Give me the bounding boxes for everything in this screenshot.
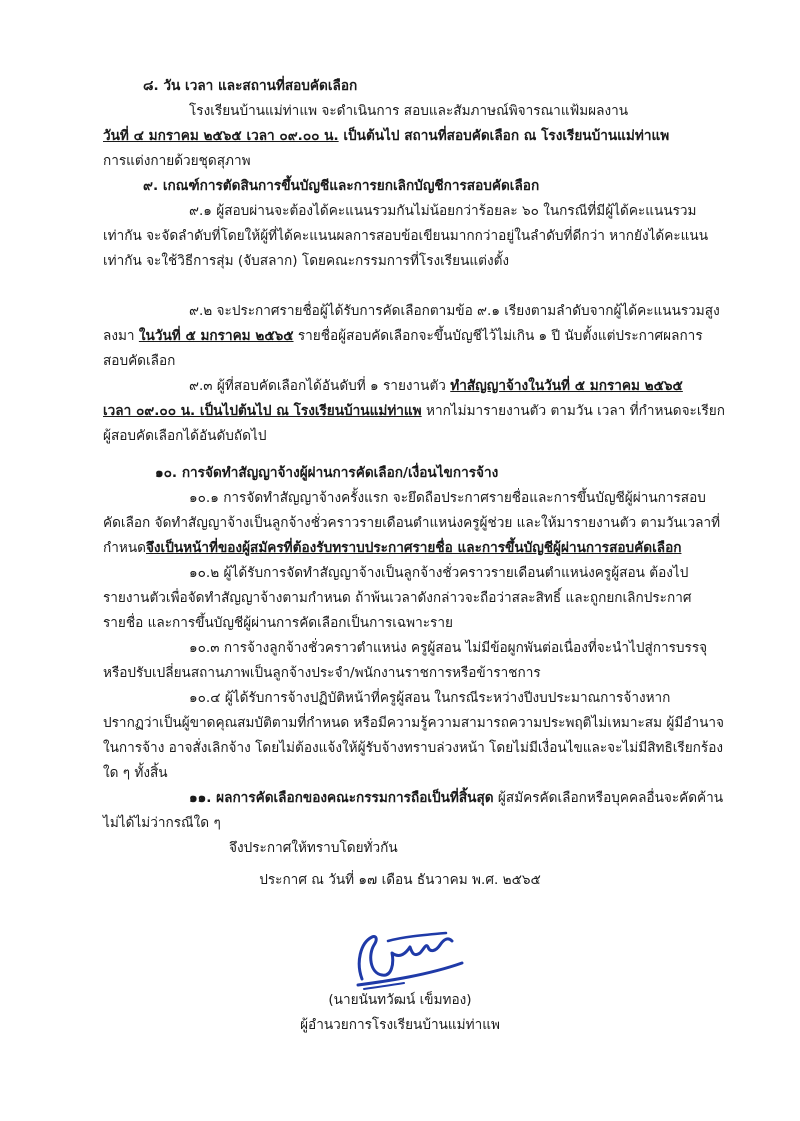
section-9-3-rest: หากไม่มารายงานตัว ตามวัน เวลา ที่กำหนดจะเรียก <box>421 403 725 419</box>
contract-time-place: เวลา ๐๙.๐๐ น. เป็นไปต้นไป ณ โรงเรียนบ้านแม่ท่าแพ <box>103 403 422 419</box>
signature-icon <box>348 923 468 993</box>
section-10-2-line-2: รายงานตัวเพื่อจัดทำสัญญาจ้างตามกำหนด ถ้าพ้นเวลาดังกล่าวจะถือว่าสละสิทธิ์ และถูกยกเลิกประกาศ <box>103 590 692 606</box>
section-11-line-1 <box>103 786 724 811</box>
section-11-line-2: ไม่ได้ไม่ว่ากรณีใด ๆ <box>103 815 221 831</box>
section-11-heading: ๑๑. ผลการคัดเลือกของคณะกรรมการถือเป็นที่สิ้นสุด <box>189 790 494 806</box>
section-11-rest: ผู้สมัครคัดเลือกหรือบุคคลอื่นจะคัดค้าน <box>493 790 724 806</box>
section-9-2-line-3: สอบคัดเลือก <box>103 353 176 369</box>
section-8-line-1: โรงเรียนบ้านแม่ท่าแพ จะดำเนินการ สอบและสัมภาษณ์พิจารณาแฟ้มผลงาน <box>189 103 629 119</box>
section-10-3-line-2: หรือปรับเปลี่ยนสถานภาพเป็นลูกจ้างประจำ/พนักงานราชการหรือข้าราชการ <box>103 665 541 681</box>
exam-date-time: วันที่ ๔ มกราคม ๒๕๖๕ เวลา ๐๙.๐๐ น. <box>103 128 339 144</box>
section-8-line-2 <box>103 124 703 149</box>
section-10-2-line-1: ๑๐.๒ ผู้ได้รับการจัดทำสัญญาจ้างเป็นลูกจ้างชั่วคราวรายเดือนตำแหน่งครูผู้สอน ต้องไป <box>189 565 689 581</box>
section-9-1-line-2: เท่ากัน จะจัดลำดับที่โดยให้ผู้ที่ได้คะแนนผลการสอบข้อเขียนมากกว่าอยู่ในลำดับที่ดีกว่า หากยังได้คะแนน <box>103 228 708 244</box>
spacer <box>103 449 703 461</box>
signer-title: ผู้อำนวยการโรงเรียนบ้านแม่ท่าแพ <box>300 1017 500 1033</box>
section-10-heading: ๑๐. การจัดทำสัญญาจ้างผู้ผ่านการคัดเลือก/เงื่อนไขการจ้าง <box>155 465 499 481</box>
section-10-1-line-2: คัดเลือก จัดทำสัญญาจ้างเป็นลูกจ้างชั่วคราวรายเดือนตำแหน่งครูผู้ช่วย และให้มารายงานตัว ตามวันเวลาที่ <box>103 515 721 531</box>
closing-statement: จึงประกาศให้ทราบโดยทั่วกัน <box>229 840 398 856</box>
section-10-4-line-4: ใด ๆ ทั้งสิ้น <box>103 765 168 781</box>
section-9-2-line-2 <box>103 324 703 349</box>
section-9-1-line-3: เท่ากัน จะใช้วิธีการสุ่ม (จับสลาก) โดยคณะกรรมการที่โรงเรียนแต่งตั้ง <box>103 253 510 269</box>
section-9-heading: ๙. เกณฑ์การตัดสินการขึ้นบัญชีและการยกเลิกบัญชีการสอบคัดเลือก <box>143 178 540 194</box>
section-9-3-line-2 <box>103 399 725 424</box>
document-body <box>103 74 725 861</box>
section-9-3-line-3: ผู้สอบคัดเลือกได้อันดับถัดไป <box>103 428 267 444</box>
applicant-duty: จึงเป็นหน้าที่ของผู้สมัครที่ต้องรับทราบประกาศรายชื่อ และการขึ้นบัญชีผู้ผ่านการสอบคัดเลือก <box>145 540 682 556</box>
section-10-2-line-3: รายชื่อ และการขึ้นบัญชีผู้ผ่านการคัดเลือกเป็นการเฉพาะราย <box>103 615 453 631</box>
spacer <box>103 274 703 299</box>
section-10-1-line-3 <box>103 536 703 561</box>
section-9-2-rest: รายชื่อผู้สอบคัดเลือกจะขึ้นบัญชีไว้ไม่เกิน ๑ ปี นับตั้งแต่ประกาศผลการ <box>293 328 703 344</box>
section-10-1-line-1: ๑๐.๑ การจัดทำสัญญาจ้างครั้งแรก จะยึดถือประกาศรายชื่อและการขึ้นบัญชีผู้ผ่านการสอบ <box>189 490 706 506</box>
section-8-heading: ๘. วัน เวลา และสถานที่สอบคัดเลือก <box>143 78 358 94</box>
section-10-4-line-2: ปรากฏว่าเป็นผู้ขาดคุณสมบัติตามที่กำหนด หรือมีความรู้ความสามารถความประพฤติไม่เหมาะสม ผู้มีอำนาจ <box>103 715 724 731</box>
signer-name: (นายนันทวัฒน์ เข็มทอง) <box>328 992 472 1008</box>
section-9-3-prefix: ๙.๓ ผู้ที่สอบคัดเลือกได้อันดับที่ ๑ รายงานตัว <box>189 378 451 394</box>
exam-location-text: เป็นต้นไป สถานที่สอบคัดเลือก ณ โรงเรียนบ้านแม่ท่าแพ <box>338 128 670 144</box>
announce-date: ในวันที่ ๕ มกราคม ๒๕๖๕ <box>138 328 294 344</box>
section-9-2-line-1: ๙.๒ จะประกาศรายชื่อผู้ได้รับการคัดเลือกตามข้อ ๙.๑ เรียงตามลำดับจากผู้ได้คะแนนรวมสูง <box>189 303 720 319</box>
announcement-date: ประกาศ ณ วันที่ ๑๗ เดือน ธันวาคม พ.ศ. ๒๕๖๕ <box>259 872 541 888</box>
section-8-line-3: การแต่งกายด้วยชุดสุภาพ <box>103 153 251 169</box>
section-9-3-line-1 <box>103 374 703 399</box>
section-9-2-prefix: ลงมา <box>103 328 139 344</box>
contract-date: ทำสัญญาจ้างในวันที่ ๕ มกราคม ๒๕๖๕ <box>450 378 683 394</box>
section-10-4-line-1: ๑๐.๔ ผู้ได้รับการจ้างปฏิบัติหน้าที่ครูผู้สอน ในกรณีระหว่างปีงบประมาณการจ้างหาก <box>189 690 671 706</box>
section-9-1-line-1: ๙.๑ ผู้สอบผ่านจะต้องได้คะแนนรวมกันไม่น้อยกว่าร้อยละ ๖๐ ในกรณีที่มีผู้ได้คะแนนรวม <box>189 203 697 219</box>
section-10-4-line-3: ในการจ้าง อาจสั่งเลิกจ้าง โดยไม่ต้องแจ้งให้ผู้รับจ้างทราบล่วงหน้า โดยไม่มีเงื่อนไขและจะไม่มีสิทธิเรียกร้อง <box>103 740 724 756</box>
section-10-3-line-1: ๑๐.๓ การจ้างลูกจ้างชั่วคราวตำแหน่ง ครูผู้สอน ไม่มีข้อผูกพันต่อเนื่องที่จะนำไปสู่การบรรจุ <box>189 640 708 656</box>
section-10-1-prefix: กำหนด <box>103 540 146 556</box>
